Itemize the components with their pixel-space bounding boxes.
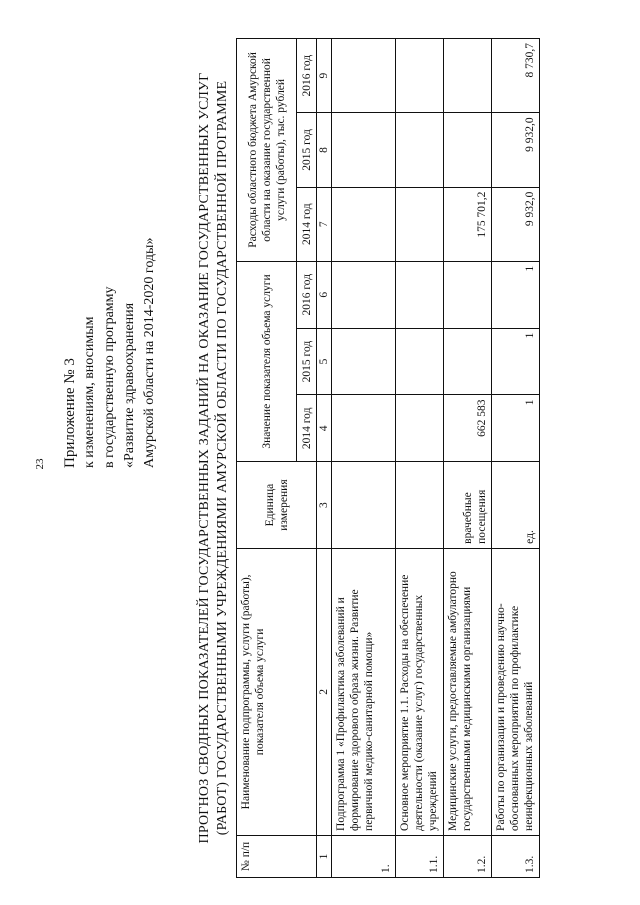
col-number: 3: [317, 462, 332, 549]
row-e2016: [444, 39, 492, 113]
row-e2014: [332, 187, 396, 261]
header-year: 2015 год: [297, 328, 317, 395]
row-v2016: [396, 261, 444, 328]
row-num: 1.2.: [444, 835, 492, 877]
rotated-document: [36, 28, 606, 888]
col-number: 9: [317, 39, 332, 113]
row-e2016: [332, 39, 396, 113]
row-name: Работы по организации и проведению научно-обоснованных мероприятий по профилактике неинфекционных заболеваний: [492, 548, 540, 835]
appendix-title: Приложение № 3: [62, 358, 78, 468]
header-year: 2016 год: [297, 261, 317, 328]
heading-line: ПРОГНОЗ СВОДНЫХ ПОКАЗАТЕЛЕЙ ГОСУДАРСТВЕННЫХ ЗАДАНИЙ НА ОКАЗАНИЕ ГОСУДАРСТВЕННЫХ УСЛУГ: [197, 72, 212, 844]
row-num: 1.1.: [396, 835, 444, 877]
row-e2014: [396, 187, 444, 261]
table-row: [396, 39, 444, 878]
header-year: 2016 год: [297, 39, 317, 113]
table-row: [444, 39, 492, 878]
column-number-row: [317, 39, 332, 878]
header-year: 2014 год: [297, 395, 317, 462]
indicators-table: [236, 38, 540, 878]
col-number: 1: [317, 835, 332, 877]
appendix-line: в государственную программу: [102, 286, 117, 468]
row-v2016: [332, 261, 396, 328]
appendix-block: [60, 48, 160, 468]
row-e2015: [396, 113, 444, 187]
header-unit: Единица измерения: [237, 462, 317, 549]
row-e2016: [396, 39, 444, 113]
row-num: 1.: [332, 835, 396, 877]
row-unit: [396, 462, 444, 549]
row-v2014: 662 583: [444, 395, 492, 462]
col-number: 6: [317, 261, 332, 328]
row-unit: врачебные посещения: [444, 462, 492, 549]
row-v2014: [396, 395, 444, 462]
row-unit: ед.: [492, 462, 540, 549]
row-v2016: [444, 261, 492, 328]
col-number: 7: [317, 187, 332, 261]
table-row: [332, 39, 396, 878]
row-num: 1.3.: [492, 835, 540, 877]
appendix-line: «Развитие здравоохранения: [122, 302, 137, 468]
page-number: 23: [34, 458, 46, 470]
row-e2016: 8 730,7: [492, 39, 540, 113]
row-name: Подпрограмма 1 «Профилактика заболеваний и формирование здорового образа жизни. Развитие первичной медико-санитарной помощи»: [332, 548, 396, 835]
header-year: 2014 год: [297, 187, 317, 261]
col-number: 2: [317, 548, 332, 835]
row-unit: [332, 462, 396, 549]
table-row: [492, 39, 540, 878]
row-e2015: [444, 113, 492, 187]
row-v2015: [444, 328, 492, 395]
row-name: Основное мероприятие 1.1. Расходы на обеспечение деятельности (оказание услуг) государственных учреждений: [396, 548, 444, 835]
col-number: 4: [317, 395, 332, 462]
row-e2015: 9 932,0: [492, 113, 540, 187]
row-name: Медицинские услуги, предоставляемые амбулаторно государственными медицинскими организациями: [444, 548, 492, 835]
row-v2014: 1: [492, 395, 540, 462]
appendix-line: Амурской области на 2014-2020 годы»: [142, 237, 157, 468]
row-e2014: 9 932,0: [492, 187, 540, 261]
header-volume: Значение показателя объема услуги: [237, 261, 297, 461]
header-name: Наименование подпрограммы, услуги (работы), показателя объема услуги: [237, 548, 317, 835]
row-e2014: 175 701,2: [444, 187, 492, 261]
row-v2015: 1: [492, 328, 540, 395]
row-e2015: [332, 113, 396, 187]
header-expenses: Расходы областного бюджета Амурской области на оказание государственной услуги (работы), тыс. рублей: [237, 39, 297, 262]
row-v2015: [396, 328, 444, 395]
col-number: 5: [317, 328, 332, 395]
col-number: 8: [317, 113, 332, 187]
header-year: 2015 год: [297, 113, 317, 187]
heading-line: (РАБОТ) ГОСУДАРСТВЕННЫМИ УЧРЕЖДЕНИЯМИ АМУРСКОЙ ОБЛАСТИ ПО ГОСУДАРСТВЕННОЙ ПРОГРАММЕ: [215, 80, 230, 836]
appendix-line: к изменениям, вносимым: [82, 316, 97, 468]
row-v2014: [332, 395, 396, 462]
row-v2015: [332, 328, 396, 395]
header-num: № п/п: [237, 835, 317, 877]
document-heading: [196, 68, 232, 848]
row-v2016: 1: [492, 261, 540, 328]
